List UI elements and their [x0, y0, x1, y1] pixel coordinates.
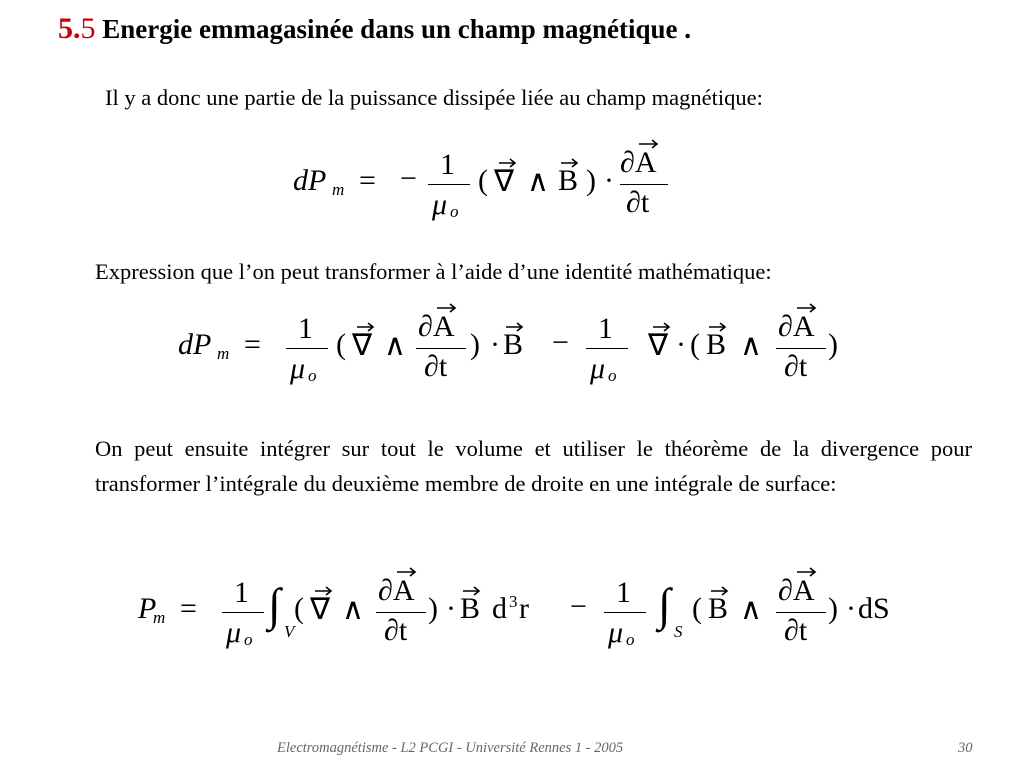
eq3-dS: dS	[858, 592, 890, 625]
vector-arrow-icon	[314, 586, 334, 596]
eq2-lpar-a: (	[336, 328, 346, 361]
paragraph-power: Il y a donc une partie de la puissance dissipée liée au champ magnétique:	[105, 85, 763, 110]
eq3-rpar-b: )	[828, 592, 838, 625]
eq2-nabla-a	[352, 328, 372, 363]
eq1-B-symbol: B	[558, 164, 579, 197]
eq2-nabla-a-symbol: ∇	[352, 329, 373, 362]
eq2-B-b-symbol: B	[706, 328, 727, 361]
eq2-sub-m: m	[217, 344, 230, 363]
eq3-integral-surface: ∫	[658, 579, 671, 630]
eq3-equals: =	[180, 592, 197, 625]
eq1-dA	[620, 146, 657, 180]
eq2-nabla-b	[648, 328, 668, 363]
eq3-dA-b-symbol: ∂A	[778, 574, 815, 607]
eq3-B-b-symbol: B	[708, 592, 729, 625]
eq3-dA-b	[778, 574, 815, 608]
eq2-dt-b: ∂t	[784, 350, 808, 383]
eq2-wedge-a: ∧	[384, 329, 406, 362]
eq2-rpar-a: )	[470, 328, 480, 361]
eq1-sub-m: m	[332, 180, 345, 199]
vector-arrow-icon	[498, 158, 518, 168]
eq1-wedge: ∧	[527, 165, 549, 198]
eq3-mu-a: μ	[226, 616, 242, 649]
eq3-dot-a: ·	[446, 592, 456, 625]
slide-title	[58, 12, 691, 46]
eq2-lpar-b: (	[690, 328, 700, 361]
eq1-minus: −	[400, 162, 417, 195]
vector-arrow-icon	[708, 322, 728, 332]
eq1-one: 1	[440, 148, 455, 181]
eq2-B-a-symbol: B	[503, 328, 524, 361]
eq3-sub-m: m	[153, 608, 166, 627]
eq2-dot-a: ·	[490, 328, 500, 361]
eq3-integral-volume: ∫	[268, 579, 281, 630]
eq1-dA-symbol: ∂A	[620, 146, 657, 179]
eq3-cube: 3	[509, 592, 518, 611]
vector-arrow-icon	[638, 139, 660, 149]
eq3-lhs: P	[138, 592, 157, 625]
eq3-nabla	[310, 592, 330, 627]
section-number-minor: 5	[80, 12, 96, 45]
eq3-wedge-b: ∧	[740, 593, 762, 626]
eq3-dt-a: ∂t	[384, 614, 408, 647]
eq3-lpar-a: (	[294, 592, 304, 625]
vector-arrow-icon	[560, 158, 580, 168]
eq2-dot-b: ·	[676, 328, 686, 361]
vector-arrow-icon	[796, 303, 818, 313]
eq2-lhs: dP	[178, 328, 212, 361]
eq1-rpar: )	[586, 164, 596, 197]
eq3-d: d	[492, 592, 507, 625]
eq2-minus: −	[552, 326, 569, 359]
eq2-B-b	[706, 328, 726, 362]
eq2-sub-o-a: o	[308, 366, 317, 385]
eq3-B-a	[460, 592, 480, 626]
eq2-dA-a	[418, 310, 455, 344]
eq2-B-a	[503, 328, 523, 362]
eq2-one-a: 1	[298, 312, 313, 345]
eq3-B-a-symbol: B	[460, 592, 481, 625]
section-number-major: 5.	[58, 12, 81, 45]
vector-arrow-icon	[796, 567, 818, 577]
eq3-dt-b: ∂t	[784, 614, 808, 647]
eq3-minus: −	[570, 590, 587, 623]
eq3-r: r	[519, 592, 529, 625]
eq2-dA-a-symbol: ∂A	[418, 310, 455, 343]
eq3-one-a: 1	[234, 576, 249, 609]
eq2-one-b: 1	[598, 312, 613, 345]
eq3-sub-o-a: o	[244, 630, 253, 649]
footer-text: Electromagnétisme - L2 PCGI - Université Rennes 1 - 2005	[277, 740, 624, 756]
paragraph-divergence: On peut ensuite intégrer sur tout le volume et utiliser le théorème de la divergence pour transformer l’intégrale du deuxième membre de droite en une intégrale de surface:	[95, 436, 972, 496]
eq2-sub-o-b: o	[608, 366, 617, 385]
vector-arrow-icon	[710, 586, 730, 596]
eq3-dot-b: ·	[846, 592, 856, 625]
eq2-dA-b	[778, 310, 815, 344]
eq3-sub-o-b: o	[626, 630, 635, 649]
eq1-nabla-symbol: ∇	[494, 165, 515, 198]
eq3-wedge-a: ∧	[342, 593, 364, 626]
eq3-dA-a	[378, 574, 415, 608]
eq2-mu-a: μ	[290, 352, 306, 385]
eq3-rpar-a: )	[428, 592, 438, 625]
eq3-one-b: 1	[616, 576, 631, 609]
title-text: Energie emmagasinée dans un champ magnétique .	[102, 14, 692, 44]
eq1-B	[558, 164, 578, 198]
eq1-dot: ·	[604, 164, 614, 197]
vector-arrow-icon	[356, 322, 376, 332]
eq2-dt-a: ∂t	[424, 350, 448, 383]
eq2-equals: =	[244, 328, 261, 361]
eq3-mu-b: μ	[608, 616, 624, 649]
eq2-wedge-b: ∧	[740, 329, 762, 362]
vector-arrow-icon	[652, 322, 672, 332]
eq3-lpar-b: (	[692, 592, 702, 625]
vector-arrow-icon	[462, 586, 482, 596]
eq2-rpar-b: )	[828, 328, 838, 361]
eq3-nabla-symbol: ∇	[310, 593, 331, 626]
eq3-sub-S: S	[674, 622, 683, 641]
eq1-lhs: dP	[293, 164, 327, 197]
page-number: 30	[958, 740, 973, 756]
vector-arrow-icon	[396, 567, 418, 577]
eq1-lpar: (	[478, 164, 488, 197]
paragraph-identity: Expression que l’on peut transformer à l’aide d’une identité mathématique:	[95, 259, 772, 284]
eq1-dt: ∂t	[626, 186, 650, 219]
eq2-mu-b: μ	[590, 352, 606, 385]
vector-arrow-icon	[505, 322, 525, 332]
eq3-dA-a-symbol: ∂A	[378, 574, 415, 607]
vector-arrow-icon	[436, 303, 458, 313]
eq1-equals: =	[359, 164, 376, 197]
eq2-dA-b-symbol: ∂A	[778, 310, 815, 343]
eq3-sub-V: V	[284, 622, 295, 641]
eq1-nabla	[494, 164, 514, 199]
eq2-nabla-b-symbol: ∇	[648, 329, 669, 362]
eq1-sub-o: o	[450, 202, 459, 221]
eq1-mu: μ	[432, 188, 448, 221]
eq3-B-b	[708, 592, 728, 626]
